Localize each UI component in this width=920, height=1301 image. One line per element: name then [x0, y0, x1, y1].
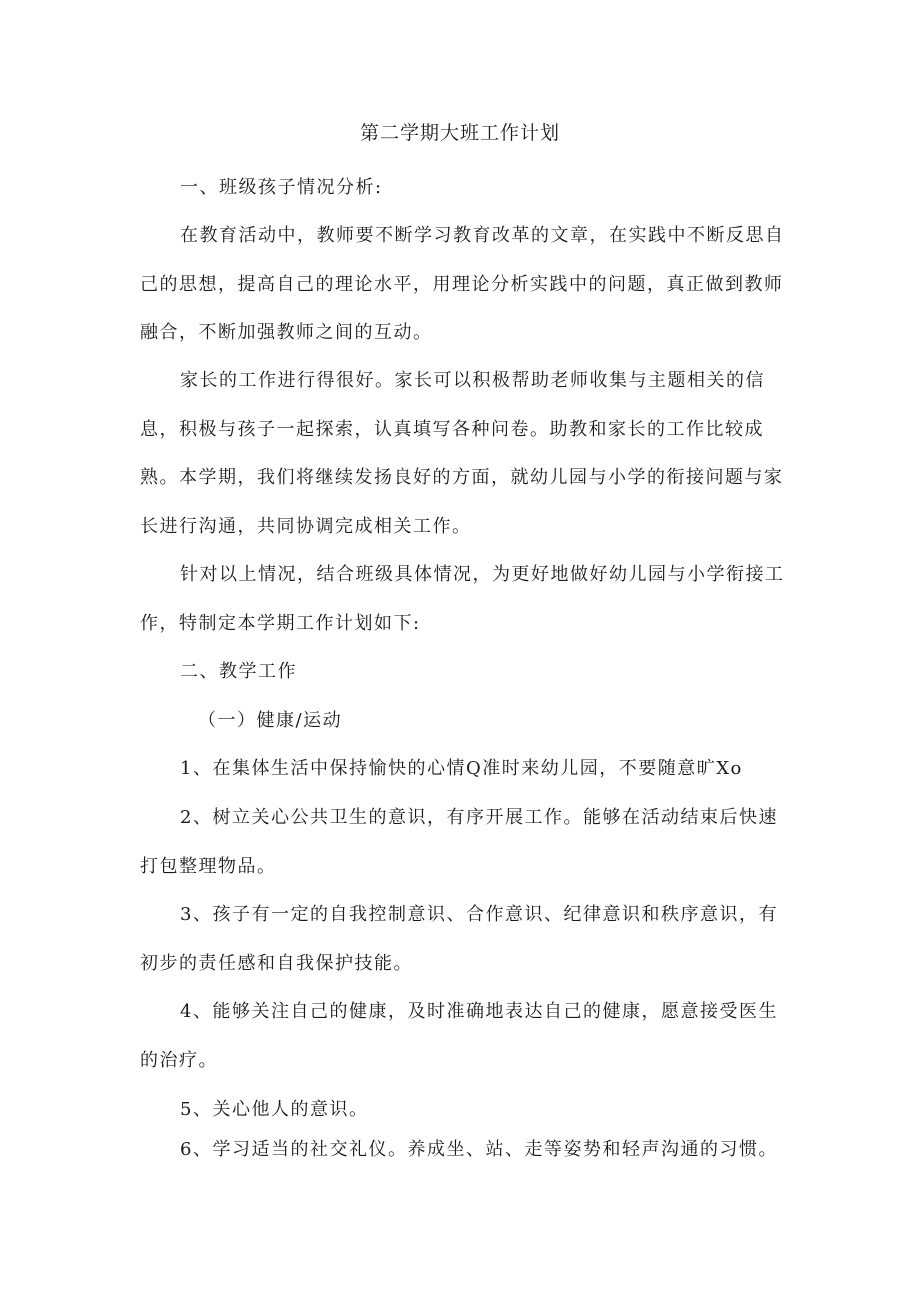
list-item: 2、树立关心公共卫生的意识，有序开展工作。能够在活动结束后快速打包整理物品。	[140, 807, 778, 877]
list-item: 1、在集体生活中保持愉快的心情Q准时来幼儿园，不要随意旷Xo	[180, 758, 743, 779]
paragraph-2: 家长的工作进行得很好。家长可以积极帮助老师收集与主题相关的信息，积极与孩子一起探索，认真填写各种问卷。助教和家长的工作比较成熟。本学期，我们将继续发扬良好的方面，就幼儿园与小学的衔接问题与家长进行沟通，共同协调完成相关工作。	[140, 370, 784, 537]
subsection-heading-1: （一）健康/运动	[198, 710, 343, 731]
list-item: 4、能够关注自己的健康，及时准确地表达自己的健康，愿意接受医生的治疗。	[140, 1001, 778, 1071]
list-item: 3、孩子有一定的自我控制意识、合作意识、纪律意识和秩序意识，有初步的责任感和自我保护技能。	[140, 904, 778, 974]
paragraph-3: 针对以上情况，结合班级具体情况，为更好地做好幼儿园与小学衔接工作，特制定本学期工作计划如下:	[140, 564, 785, 634]
section-heading-1: 一、班级孩子情况分析:	[180, 177, 383, 198]
section-heading-2: 二、教学工作	[180, 661, 297, 682]
list-item: 5、关心他人的意识。	[180, 1099, 369, 1120]
list-item: 6、学习适当的社交礼仪。养成坐、站、走等姿势和轻声沟通的习惯。	[180, 1139, 778, 1160]
paragraph-1: 在教育活动中，教师要不断学习教育改革的文章，在实践中不断反思自己的思想，提高自己的理论水平，用理论分析实践中的问题，真正做到教师融合，不断加强教师之间的互动。	[140, 225, 785, 343]
document-title: 第二学期大班工作计划	[359, 122, 560, 144]
